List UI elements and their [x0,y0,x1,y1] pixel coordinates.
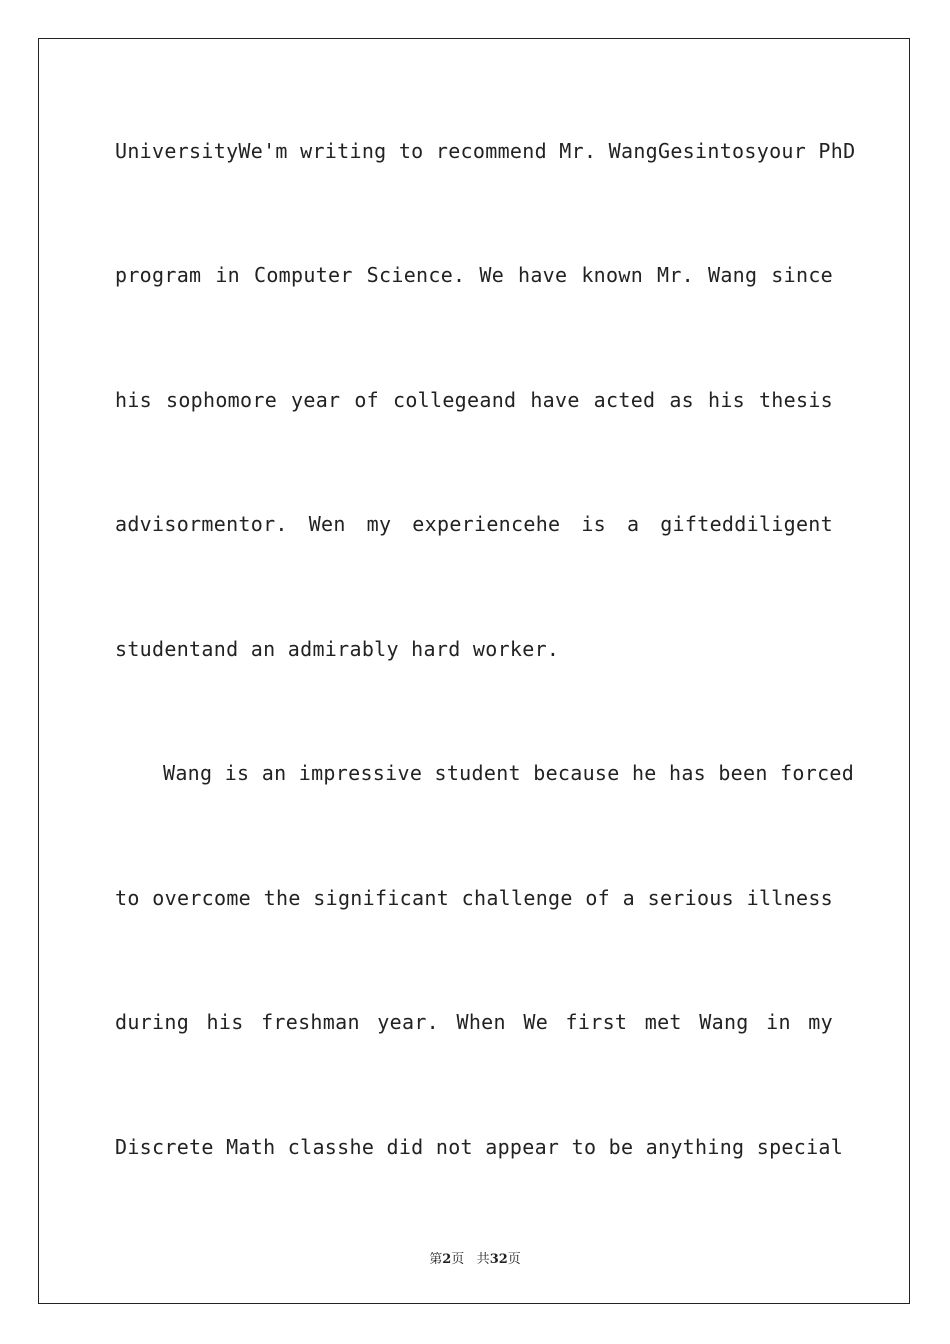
body-line-4: advisormentor. Wen my experiencehe is a gifteddiligent [115,512,833,536]
body-line-2: program in Computer Science. We have known Mr. Wang since [115,263,833,287]
page-prefix: 第 [429,1252,443,1267]
body-line-6: Wang is an impressive student because he has been forced [163,761,855,785]
page-number: 2 [442,1252,452,1267]
body-line-1: UniversityWe'm writing to recommend Mr. WangGesintosyour PhD [115,139,856,163]
total-suffix: 页 [507,1252,521,1267]
page-border [38,38,910,1304]
page-suffix: 页 [451,1252,465,1267]
body-line-3: his sophomore year of collegeand have acted as his thesis [115,388,833,412]
body-line-8: during his freshman year. When We first met Wang in my [115,1010,833,1034]
total-prefix: 共 [476,1252,490,1267]
total-pages: 32 [489,1252,508,1267]
body-line-5: studentand an admirably hard worker. [115,637,560,661]
page-footer [0,1248,950,1267]
body-line-9: Discrete Math classhe did not appear to be anything special [115,1135,844,1159]
body-line-7: to overcome the significant challenge of a serious illness [115,886,833,910]
